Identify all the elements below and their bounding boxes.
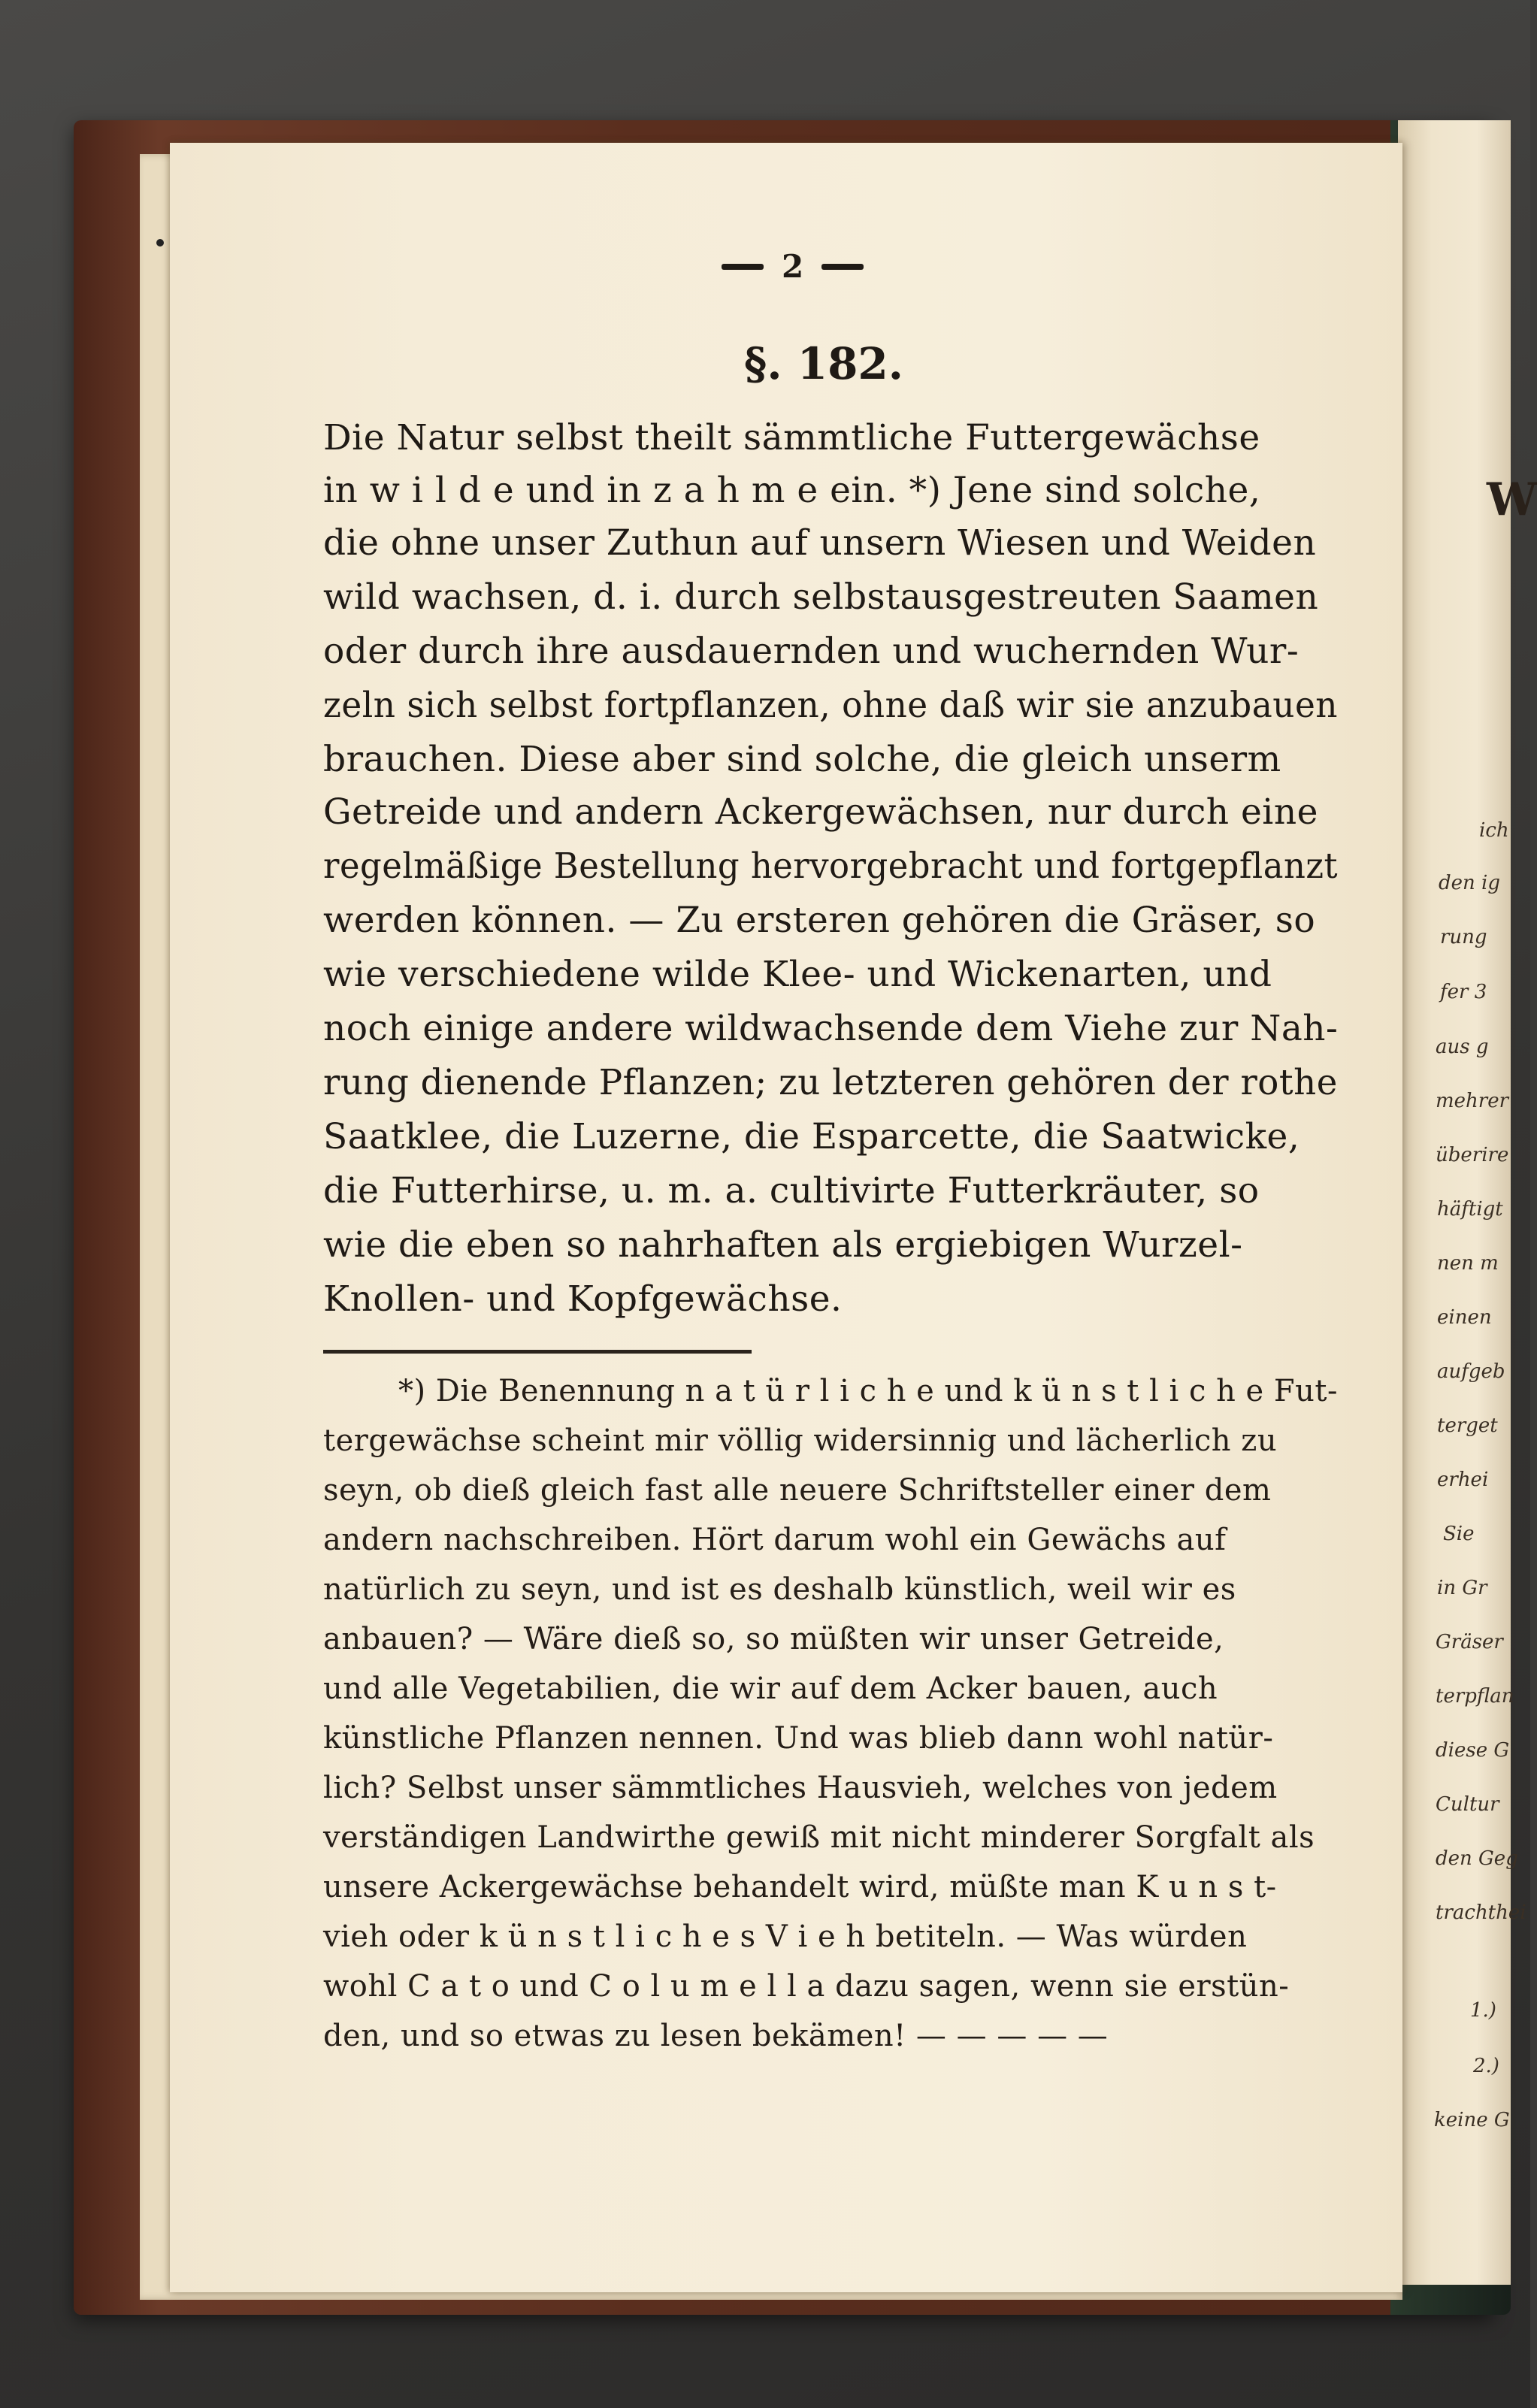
footnote-line: seyn, ob dieß gleich fast alle neuere Schriftsteller einer dem bbox=[323, 1473, 1272, 1508]
facing-page-initial: W bbox=[1487, 473, 1537, 526]
dash-ornament bbox=[722, 264, 764, 270]
footnote-line: verständigen Landwirthe gewiß mit nicht minderer Sorgfalt als bbox=[323, 1820, 1315, 1855]
body-line: brauchen. Diese aber sind solche, die gleich unserm bbox=[323, 739, 1281, 780]
body-line: die ohne unser Zuthun auf unsern Wiesen und Weiden bbox=[323, 522, 1317, 564]
facing-page-fragment: fer 3 bbox=[1440, 981, 1487, 1003]
facing-page-fragment: terget bbox=[1437, 1414, 1498, 1437]
facing-page-fragment: diese G bbox=[1436, 1739, 1510, 1762]
footnote-line: andern nachschreiben. Hört darum wohl ein Gewächs auf bbox=[323, 1523, 1227, 1557]
body-line: Die Natur selbst theilt sämmtliche Futtergewächse bbox=[323, 417, 1260, 458]
dash-ornament bbox=[821, 264, 864, 270]
body-line: wild wachsen, d. i. durch selbstausgestreuten Saamen bbox=[323, 576, 1319, 618]
facing-page-fragment: aufgeb bbox=[1437, 1360, 1505, 1383]
body-line: Knollen- und Kopfgewächse. bbox=[323, 1278, 843, 1320]
facing-page-fragment: häftigt bbox=[1437, 1198, 1503, 1221]
body-line: Getreide und andern Ackergewächsen, nur durch eine bbox=[323, 791, 1318, 833]
body-line: wie verschiedene wilde Klee- und Wickenarten, und bbox=[323, 954, 1272, 995]
facing-page-fragment: Cultur bbox=[1436, 1793, 1499, 1816]
facing-page-edge bbox=[1398, 120, 1537, 2285]
facing-page-fragment: einen bbox=[1437, 1306, 1492, 1329]
body-line: regelmäßige Bestellung hervorgebracht und fortgepflanzt bbox=[323, 846, 1339, 887]
facing-page-fragment: Sie bbox=[1443, 1523, 1475, 1545]
body-line: rung dienende Pflanzen; zu letzteren gehören der rothe bbox=[323, 1062, 1338, 1103]
footnote-rule bbox=[323, 1350, 752, 1354]
footnote-line: unsere Ackergewächse behandelt wird, müßte man K u n s t- bbox=[323, 1870, 1277, 1904]
page-number bbox=[722, 248, 864, 285]
facing-page-fragment: den Geg bbox=[1436, 1847, 1518, 1870]
body-line: oder durch ihre ausdauernden und wuchernden Wur- bbox=[323, 631, 1299, 672]
facing-page-fragment: ich bbox=[1479, 819, 1509, 842]
page-number-text: 2 bbox=[782, 248, 804, 285]
facing-page-fragment: trachthei bbox=[1436, 1901, 1526, 1924]
footnote-line: den, und so etwas zu lesen bekämen! — — — — — bbox=[323, 2019, 1109, 2053]
body-line: noch einige andere wildwachsende dem Viehe zur Nah- bbox=[323, 1008, 1339, 1049]
facing-page-fragment: 1.) bbox=[1470, 1999, 1496, 2022]
body-line: wie die eben so nahrhaften als ergiebigen Wurzel- bbox=[323, 1224, 1243, 1266]
facing-page-fragment: aus g bbox=[1436, 1036, 1489, 1058]
facing-page-fragment: Gräser bbox=[1436, 1631, 1503, 1653]
body-line: die Futterhirse, u. m. a. cultivirte Futterkräuter, so bbox=[323, 1170, 1260, 1212]
facing-page-fragment: überire bbox=[1436, 1144, 1509, 1166]
footnote-line: vieh oder k ü n s t l i c h e s V i e h betiteln. — Was würden bbox=[323, 1919, 1248, 1954]
footnote-line: natürlich zu seyn, und ist es deshalb künstlich, weil wir es bbox=[323, 1572, 1236, 1607]
facing-page-fragment: in Gr bbox=[1437, 1577, 1487, 1599]
facing-page-fragment: terpflan bbox=[1436, 1685, 1514, 1708]
facing-page-fragment: 2.) bbox=[1473, 2055, 1499, 2077]
footnote-line: tergewächse scheint mir völlig widersinnig und lächerlich zu bbox=[323, 1423, 1278, 1458]
footnote-line: und alle Vegetabilien, die wir auf dem Acker bauen, auch bbox=[323, 1671, 1218, 1706]
ink-spot bbox=[156, 239, 164, 247]
facing-page-fragment: mehrer bbox=[1436, 1090, 1509, 1112]
body-line: werden können. — Zu ersteren gehören die Gräser, so bbox=[323, 900, 1316, 941]
footnote-line: künstliche Pflanzen nennen. Und was blieb dann wohl natür- bbox=[323, 1721, 1274, 1756]
facing-page-fragment: keine G bbox=[1434, 2109, 1510, 2131]
body-line: zeln sich selbst fortpflanzen, ohne daß wir sie anzubauen bbox=[323, 685, 1339, 726]
footnote-line: anbauen? — Wäre dieß so, so müßten wir unser Getreide, bbox=[323, 1622, 1224, 1656]
footnote-line: lich? Selbst unser sämmtliches Hausvieh, welches von jedem bbox=[323, 1771, 1278, 1805]
section-heading: §. 182. bbox=[744, 338, 903, 389]
footnote-line: *) Die Benennung n a t ü r l i c h e und k ü n s t l i c h e Fut- bbox=[398, 1374, 1338, 1408]
facing-page-fragment: den ig bbox=[1439, 872, 1500, 894]
facing-page-fragment: rung bbox=[1440, 926, 1487, 948]
facing-page-fragment: erhei bbox=[1437, 1469, 1489, 1491]
facing-page-fragment: nen m bbox=[1437, 1252, 1499, 1275]
body-line: Saatklee, die Luzerne, die Esparcette, die Saatwicke, bbox=[323, 1116, 1300, 1157]
footnote-line: wohl C a t o und C o l u m e l l a dazu sagen, wenn sie erstün- bbox=[323, 1969, 1290, 2004]
body-line: in w i l d e und in z a h m e ein. *) Jene sind solche, bbox=[323, 470, 1261, 511]
